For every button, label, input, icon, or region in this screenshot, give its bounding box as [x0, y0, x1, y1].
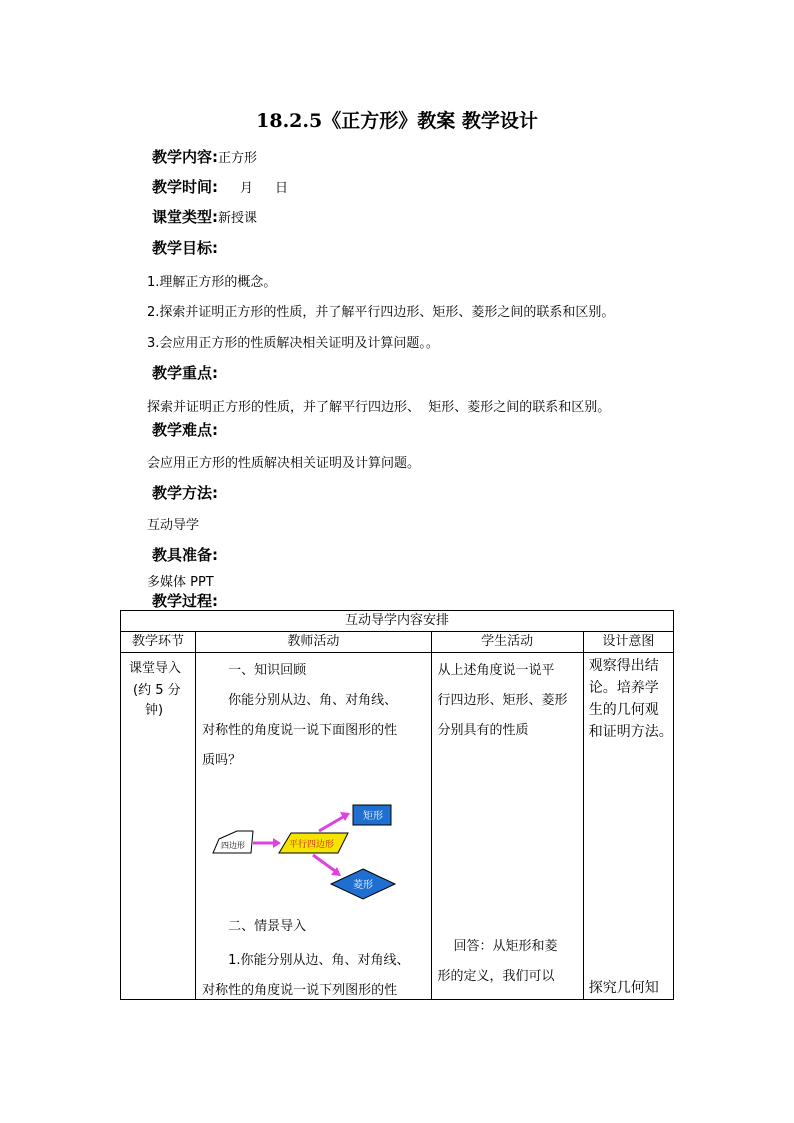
- student-line: 回答：从矩形和菱: [453, 939, 558, 954]
- teacher-line: 你能分别从边、角、对角线、: [228, 693, 398, 708]
- table-row: [121, 653, 674, 1000]
- key-value: 探索并证明正方形的性质，并了解平行四边形、 矩形、菱形之间的联系和区别。: [147, 400, 611, 415]
- goals-label: 教学目标:: [152, 239, 218, 257]
- stage-line: (约 5 分: [133, 683, 181, 698]
- quad-label: 四边形: [221, 841, 246, 850]
- stage-cell: [121, 653, 196, 1000]
- teacher-line: 对称性的角度说一说下列图形的性: [202, 983, 398, 998]
- method-label: 教学方法:: [152, 484, 218, 502]
- header-intent: 设计意图: [583, 632, 673, 653]
- goal-item: 2.探索并证明正方形的性质，并了解平行四边形、矩形、菱形之间的联系和区别。: [147, 305, 615, 320]
- stage-line: 课堂导入: [129, 661, 182, 676]
- student-cell: [431, 653, 583, 1000]
- time-label: 教学时间:: [152, 178, 218, 196]
- page-title: 18.2.5《正方形》教案 教学设计: [256, 110, 538, 132]
- time-month: 月: [240, 181, 254, 196]
- rectangle-label: 矩形: [363, 811, 384, 822]
- method-value: 互动导学: [147, 518, 200, 533]
- intent-line: 生的几何观: [588, 702, 659, 718]
- process-table: [120, 610, 674, 1000]
- teacher-cell: [196, 653, 431, 1000]
- key-label: 教学重点:: [152, 364, 218, 382]
- goal-item: 1.理解正方形的概念。: [147, 275, 277, 290]
- tools-label: 教具准备:: [152, 546, 218, 564]
- header-teacher: 教师活动: [196, 632, 431, 653]
- rhombus-label: 菱形: [353, 880, 374, 891]
- intent-cell: [583, 653, 673, 1000]
- teacher-line: 质吗？: [202, 753, 242, 768]
- arrowhead-icon: [273, 838, 281, 848]
- intent-line: 和证明方法。: [588, 724, 673, 740]
- time-row: [152, 176, 288, 197]
- quadrilateral-diagram: [211, 801, 411, 911]
- stage-line: 钟): [145, 703, 164, 718]
- intent-line: 论。培养学: [588, 680, 659, 696]
- teacher-line: 二、情景导入: [228, 919, 307, 934]
- arrow-to-rhombus: [313, 855, 335, 871]
- student-line: 行四边形、矩形、菱形: [437, 693, 568, 708]
- process-label: 教学过程:: [152, 592, 218, 610]
- teacher-line: 1.你能分别从边、角、对角线、: [228, 953, 410, 968]
- student-line: 分别具有的性质: [437, 723, 529, 738]
- difficulty-value: 会应用正方形的性质解决相关证明及计算问题。: [147, 456, 421, 471]
- type-label: 课堂类型:: [152, 208, 218, 226]
- table-caption: 互动导学内容安排: [121, 611, 674, 632]
- intent-line: 观察得出结: [588, 658, 659, 674]
- student-line: 形的定义，我们可以: [437, 969, 555, 984]
- content-value: 正方形: [218, 151, 258, 166]
- parallelogram-label: 平行四边形: [289, 840, 335, 850]
- header-student: 学生活动: [431, 632, 583, 653]
- goal-item: 3.会应用正方形的性质解决相关证明及计算问题。。: [147, 336, 439, 351]
- content-label: 教学内容:: [152, 148, 218, 166]
- teacher-line: 一、知识回顾: [228, 663, 307, 678]
- teacher-line: 对称性的角度说一说下面图形的性: [202, 723, 398, 738]
- type-value: 新授课: [218, 211, 258, 226]
- student-line: 从上述角度说一说平: [437, 663, 555, 678]
- difficulty-label: 教学难点:: [152, 421, 218, 439]
- time-day: 日: [275, 181, 289, 196]
- arrow-to-rectangle: [319, 817, 343, 831]
- type-row: [152, 206, 257, 227]
- header-stage: 教学环节: [121, 632, 196, 653]
- tools-value: 多媒体 PPT: [147, 575, 214, 590]
- intent-line: 探究几何知: [588, 980, 659, 996]
- content-row: [152, 146, 257, 167]
